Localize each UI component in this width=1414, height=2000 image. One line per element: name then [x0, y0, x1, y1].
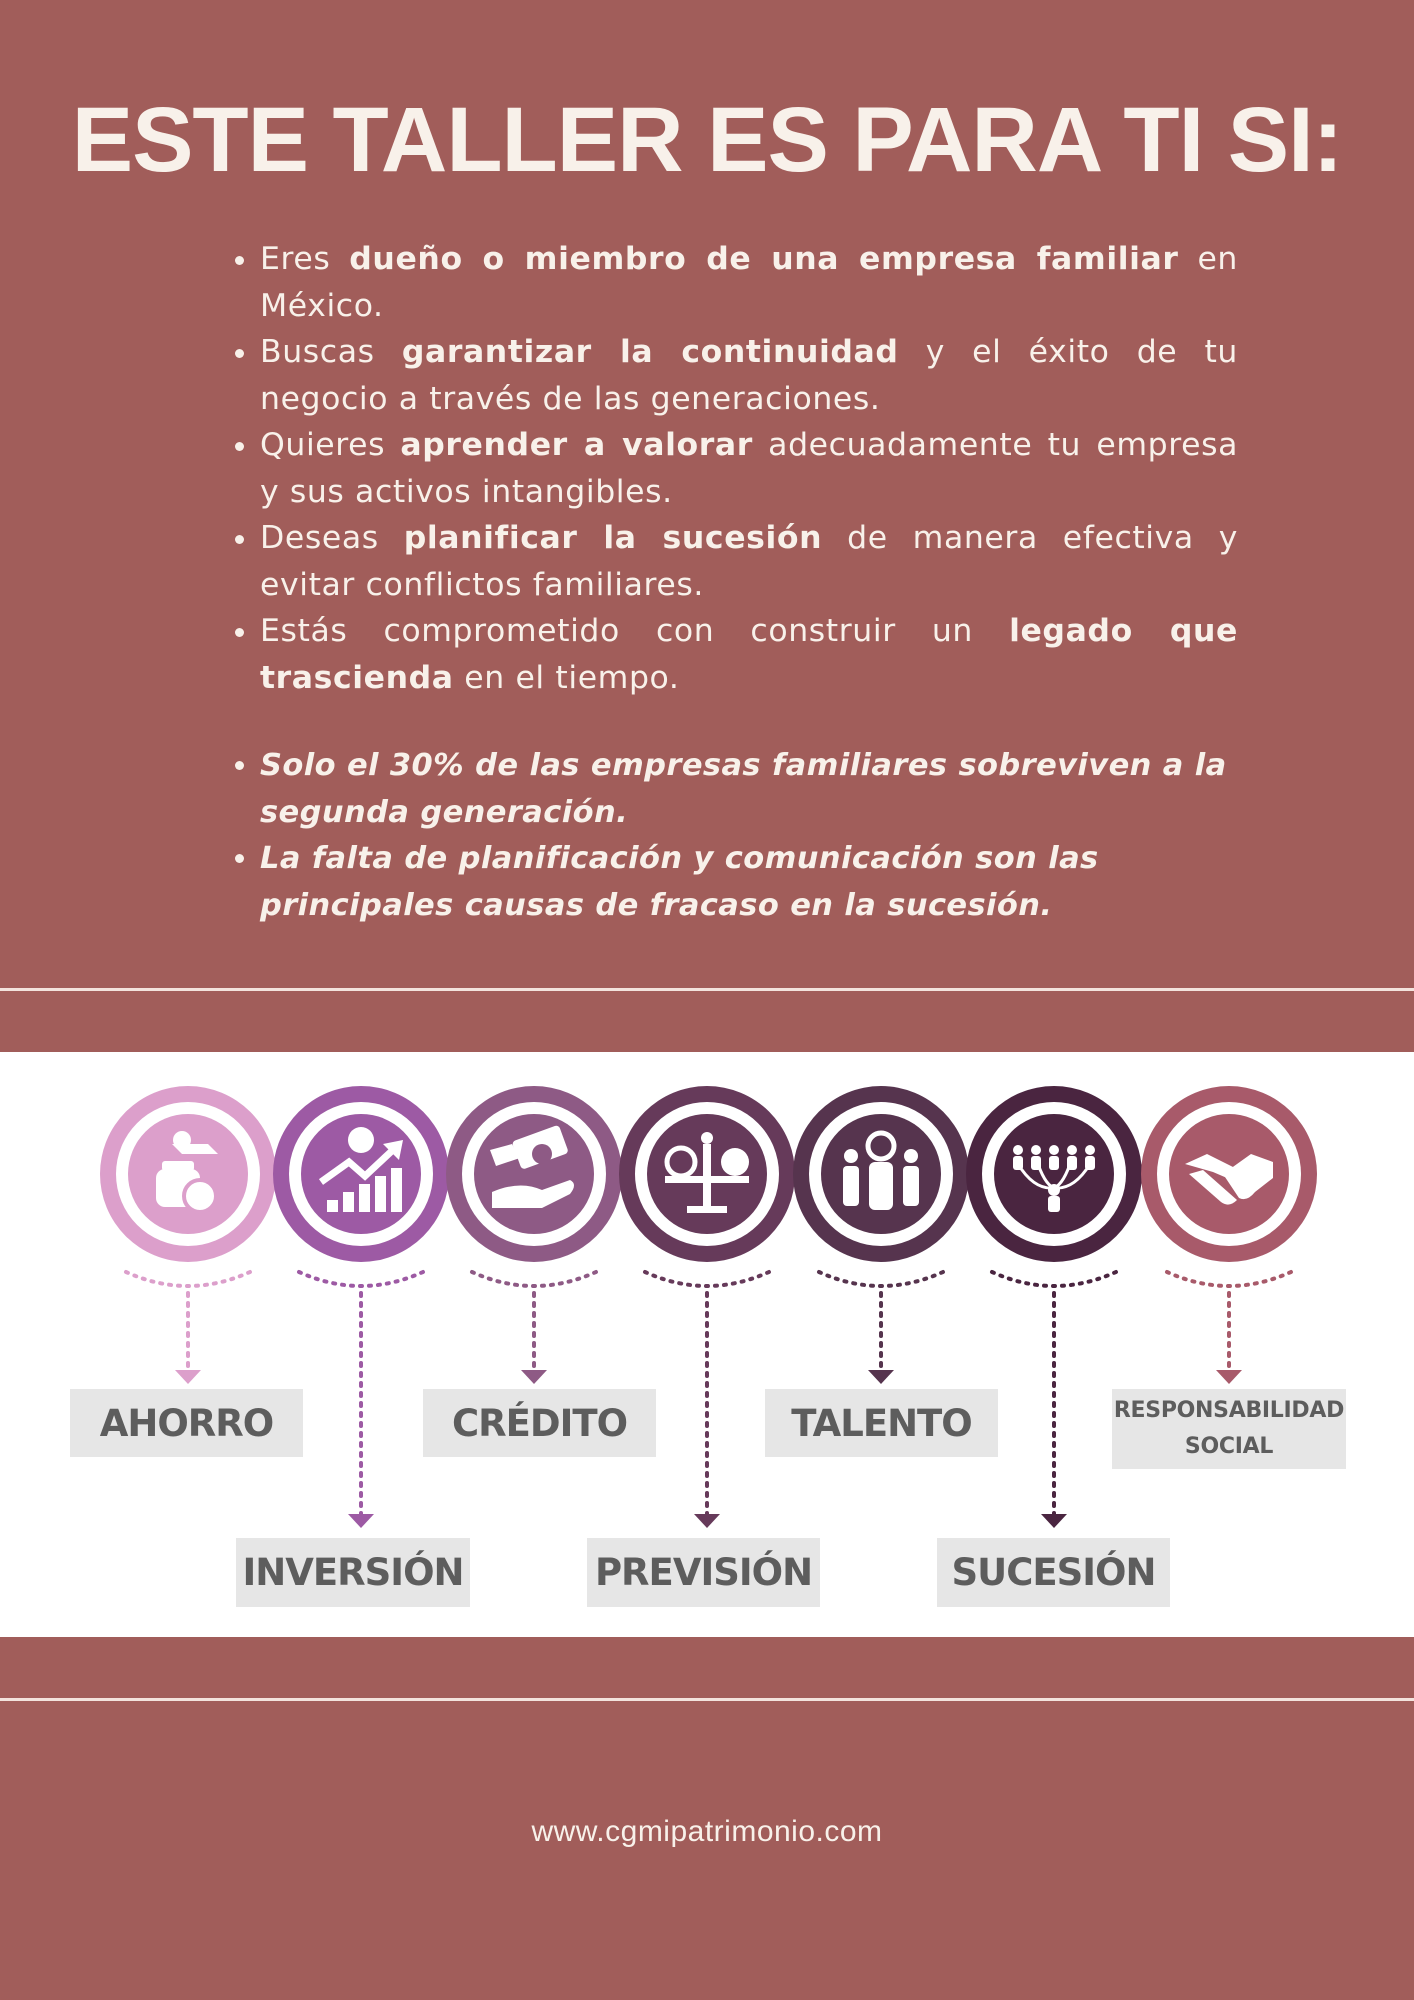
bottom-divider: [0, 1698, 1414, 1701]
arrow-head-icon: [694, 1514, 720, 1528]
bullet-text: Buscas: [260, 334, 402, 370]
pillar-label: CRÉDITO: [423, 1389, 656, 1457]
arrow-head-icon: [175, 1370, 201, 1384]
investment-growth-icon: [273, 1086, 449, 1262]
dotted-arc: [299, 1272, 423, 1286]
pillar-label: TALENTO: [765, 1389, 998, 1457]
arrow-head-icon: [868, 1370, 894, 1384]
bullet-text: Deseas: [260, 520, 404, 556]
bullet-text: en México.: [260, 241, 1238, 324]
bullet-emphasis: planificar la sucesión: [403, 520, 823, 556]
dotted-arc: [992, 1272, 1116, 1286]
dotted-arc: [1167, 1272, 1291, 1286]
bullet-text: y el éxito de tu negocio a través de las generaciones.: [260, 334, 1238, 417]
dotted-arc: [126, 1272, 250, 1286]
talent-search-icon: [793, 1086, 969, 1262]
page-title: ESTE TALLER ES PARA TI SI:: [71, 89, 1343, 191]
fact-item: • Solo el 30% de las empresas familiares sobreviven a la segunda generación.: [260, 743, 1238, 836]
bullet-emphasis: legado que trascienda: [260, 613, 1238, 696]
bullet-text: de manera efectiva y evitar conflictos familiares.: [260, 520, 1238, 603]
arrow-head-icon: [1041, 1514, 1067, 1528]
dotted-arc: [645, 1272, 769, 1286]
bullet-text: Eres: [260, 241, 350, 277]
bullet-text: en el tiempo.: [453, 659, 680, 696]
handshake-icon: [1141, 1086, 1317, 1262]
dotted-arc: [819, 1272, 943, 1286]
bullet-text: Quieres: [260, 427, 401, 463]
bullet-emphasis: dueño o miembro de una empresa familiar: [349, 241, 1179, 277]
succession-tree-icon: [966, 1086, 1142, 1262]
arrow-head-icon: [1216, 1370, 1242, 1384]
arrow-head-icon: [348, 1514, 374, 1528]
credit-payment-icon: [446, 1086, 622, 1262]
bullet-text: Estás comprometido con construir un: [260, 613, 1010, 649]
pillar-label: PREVISIÓN: [587, 1538, 820, 1607]
bullet-text: adecuadamente tu empresa y sus activos intangibles.: [260, 427, 1238, 510]
savings-jar-icon: [100, 1086, 276, 1262]
dotted-arc: [472, 1272, 596, 1286]
pillar-label: AHORRO: [70, 1389, 303, 1457]
arrow-head-icon: [521, 1370, 547, 1384]
fact-item: • La falta de planificación y comunicación son las principales causas de fracaso en la sucesión.: [260, 836, 1238, 929]
bullet-emphasis: garantizar la continuidad: [401, 334, 899, 370]
balance-scale-icon: [619, 1086, 795, 1262]
pillar-label: INVERSIÓN: [236, 1538, 470, 1607]
pillar-label: RESPONSABILIDAD SOCIAL: [1112, 1389, 1346, 1469]
pillar-label: SUCESIÓN: [937, 1538, 1170, 1607]
bullet-emphasis: aprender a valorar: [400, 427, 753, 463]
website-url[interactable]: www.cgmipatrimonio.com: [531, 1815, 883, 1848]
